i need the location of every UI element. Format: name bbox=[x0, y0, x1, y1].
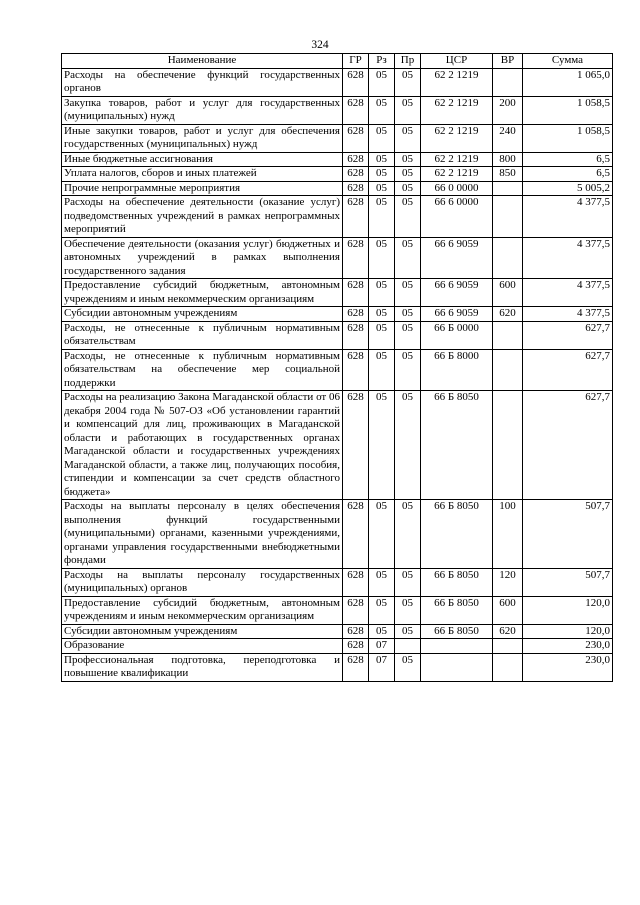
cell-gr: 628 bbox=[343, 279, 369, 307]
cell-name: Субсидии автономным учреждениям bbox=[62, 307, 343, 322]
cell-gr: 628 bbox=[343, 639, 369, 654]
cell-vr bbox=[493, 181, 523, 196]
table-row bbox=[62, 568, 613, 596]
table-row bbox=[62, 167, 613, 182]
cell-vr bbox=[493, 68, 523, 96]
page-number: 324 bbox=[311, 39, 329, 51]
cell-name: Расходы на выплаты персоналу в целях обеспечения выполнения функций государственными (муниципальными) органами, казенными учреждениями, органами управления государственными внебюджетными фондами bbox=[62, 500, 343, 569]
cell-csr: 66 6 9059 bbox=[421, 307, 493, 322]
header-vr: ВР bbox=[493, 54, 523, 69]
cell-rz: 05 bbox=[369, 237, 395, 279]
table-row bbox=[62, 596, 613, 624]
table-row bbox=[62, 500, 613, 569]
cell-csr: 66 Б 0000 bbox=[421, 321, 493, 349]
table-row bbox=[62, 307, 613, 322]
cell-sum: 5 005,2 bbox=[523, 181, 613, 196]
cell-rz: 05 bbox=[369, 321, 395, 349]
cell-name: Расходы, не отнесенные к публичным нормативным обязательствам на обеспечение мер социальной поддержки bbox=[62, 349, 343, 391]
cell-gr: 628 bbox=[343, 196, 369, 238]
cell-gr: 628 bbox=[343, 124, 369, 152]
cell-csr: 66 6 0000 bbox=[421, 196, 493, 238]
cell-vr bbox=[493, 349, 523, 391]
cell-rz: 05 bbox=[369, 181, 395, 196]
cell-sum: 4 377,5 bbox=[523, 196, 613, 238]
cell-vr: 620 bbox=[493, 624, 523, 639]
cell-sum: 230,0 bbox=[523, 639, 613, 654]
table-row bbox=[62, 279, 613, 307]
cell-rz: 05 bbox=[369, 167, 395, 182]
cell-csr: 66 Б 8050 bbox=[421, 391, 493, 500]
cell-pr: 05 bbox=[395, 500, 421, 569]
cell-vr bbox=[493, 639, 523, 654]
cell-rz: 05 bbox=[369, 124, 395, 152]
cell-sum: 230,0 bbox=[523, 653, 613, 681]
cell-vr bbox=[493, 653, 523, 681]
table-row bbox=[62, 124, 613, 152]
cell-name: Закупка товаров, работ и услуг для государственных (муниципальных) нужд bbox=[62, 96, 343, 124]
cell-rz: 05 bbox=[369, 96, 395, 124]
cell-csr bbox=[421, 639, 493, 654]
cell-gr: 628 bbox=[343, 391, 369, 500]
table-row bbox=[62, 653, 613, 681]
cell-csr: 66 Б 8050 bbox=[421, 624, 493, 639]
cell-vr bbox=[493, 237, 523, 279]
table-row bbox=[62, 196, 613, 238]
cell-gr: 628 bbox=[343, 624, 369, 639]
cell-sum: 6,5 bbox=[523, 167, 613, 182]
cell-name: Расходы на выплаты персоналу государственных (муниципальных) органов bbox=[62, 568, 343, 596]
cell-rz: 05 bbox=[369, 500, 395, 569]
cell-rz: 05 bbox=[369, 624, 395, 639]
cell-sum: 4 377,5 bbox=[523, 307, 613, 322]
cell-sum: 627,7 bbox=[523, 391, 613, 500]
cell-name: Расходы на реализацию Закона Магаданской области от 06 декабря 2004 года № 507-ОЗ «Об установлении гарантий и компенсаций для лиц, проживающих в Магаданской области и работающих в государственных органах Магаданской области и государственных учреждениях Магаданской области, а также лиц, получающих пособия, стипендии и компенсации за счет средств областного бюджета» bbox=[62, 391, 343, 500]
cell-gr: 628 bbox=[343, 68, 369, 96]
cell-sum: 120,0 bbox=[523, 624, 613, 639]
cell-gr: 628 bbox=[343, 152, 369, 167]
cell-gr: 628 bbox=[343, 596, 369, 624]
cell-name: Предоставление субсидий бюджетным, автономным учреждениям и иным некоммерческим организациям bbox=[62, 279, 343, 307]
cell-rz: 05 bbox=[369, 568, 395, 596]
cell-name: Субсидии автономным учреждениям bbox=[62, 624, 343, 639]
cell-gr: 628 bbox=[343, 653, 369, 681]
cell-sum: 1 065,0 bbox=[523, 68, 613, 96]
cell-rz: 05 bbox=[369, 152, 395, 167]
cell-pr: 05 bbox=[395, 124, 421, 152]
cell-csr: 66 0 0000 bbox=[421, 181, 493, 196]
cell-rz: 05 bbox=[369, 279, 395, 307]
cell-pr: 05 bbox=[395, 568, 421, 596]
cell-pr: 05 bbox=[395, 596, 421, 624]
cell-csr: 66 Б 8050 bbox=[421, 500, 493, 569]
header-pr: Пр bbox=[395, 54, 421, 69]
cell-rz: 05 bbox=[369, 391, 395, 500]
cell-sum: 4 377,5 bbox=[523, 279, 613, 307]
cell-sum: 507,7 bbox=[523, 500, 613, 569]
cell-pr: 05 bbox=[395, 181, 421, 196]
cell-csr: 62 2 1219 bbox=[421, 152, 493, 167]
table-row bbox=[62, 349, 613, 391]
cell-gr: 628 bbox=[343, 307, 369, 322]
cell-rz: 07 bbox=[369, 653, 395, 681]
cell-rz: 07 bbox=[369, 639, 395, 654]
cell-pr: 05 bbox=[395, 237, 421, 279]
cell-pr: 05 bbox=[395, 321, 421, 349]
cell-name: Прочие непрограммные мероприятия bbox=[62, 181, 343, 196]
cell-pr: 05 bbox=[395, 653, 421, 681]
cell-name: Обеспечение деятельности (оказания услуг) бюджетных и автономных учреждений в рамках выполнения государственного задания bbox=[62, 237, 343, 279]
cell-csr: 66 Б 8000 bbox=[421, 349, 493, 391]
table-row bbox=[62, 639, 613, 654]
table-row bbox=[62, 96, 613, 124]
table-row bbox=[62, 321, 613, 349]
cell-csr: 62 2 1219 bbox=[421, 68, 493, 96]
cell-rz: 05 bbox=[369, 596, 395, 624]
cell-csr: 66 6 9059 bbox=[421, 237, 493, 279]
cell-pr: 05 bbox=[395, 307, 421, 322]
cell-gr: 628 bbox=[343, 568, 369, 596]
cell-vr: 850 bbox=[493, 167, 523, 182]
cell-pr: 05 bbox=[395, 196, 421, 238]
cell-vr: 100 bbox=[493, 500, 523, 569]
cell-name: Предоставление субсидий бюджетным, автономным учреждениям и иным некоммерческим организациям bbox=[62, 596, 343, 624]
cell-vr: 120 bbox=[493, 568, 523, 596]
cell-vr: 600 bbox=[493, 596, 523, 624]
cell-vr: 600 bbox=[493, 279, 523, 307]
cell-vr bbox=[493, 196, 523, 238]
cell-name: Уплата налогов, сборов и иных платежей bbox=[62, 167, 343, 182]
cell-gr: 628 bbox=[343, 349, 369, 391]
cell-pr: 05 bbox=[395, 391, 421, 500]
cell-csr: 62 2 1219 bbox=[421, 96, 493, 124]
header-rz: Рз bbox=[369, 54, 395, 69]
cell-csr: 62 2 1219 bbox=[421, 167, 493, 182]
cell-pr: 05 bbox=[395, 279, 421, 307]
header-csr: ЦСР bbox=[421, 54, 493, 69]
cell-sum: 4 377,5 bbox=[523, 237, 613, 279]
cell-rz: 05 bbox=[369, 307, 395, 322]
cell-pr: 05 bbox=[395, 152, 421, 167]
table-row bbox=[62, 391, 613, 500]
cell-gr: 628 bbox=[343, 167, 369, 182]
cell-rz: 05 bbox=[369, 196, 395, 238]
cell-sum: 6,5 bbox=[523, 152, 613, 167]
cell-csr: 66 6 9059 bbox=[421, 279, 493, 307]
header-sum: Сумма bbox=[523, 54, 613, 69]
cell-gr: 628 bbox=[343, 237, 369, 279]
cell-vr: 620 bbox=[493, 307, 523, 322]
cell-pr: 05 bbox=[395, 68, 421, 96]
table-body bbox=[62, 68, 613, 681]
cell-sum: 627,7 bbox=[523, 321, 613, 349]
header-gr: ГР bbox=[343, 54, 369, 69]
cell-sum: 1 058,5 bbox=[523, 124, 613, 152]
header-name: Наименование bbox=[62, 54, 343, 69]
table-row bbox=[62, 624, 613, 639]
cell-vr bbox=[493, 391, 523, 500]
cell-pr: 05 bbox=[395, 167, 421, 182]
cell-csr: 62 2 1219 bbox=[421, 124, 493, 152]
cell-name: Иные бюджетные ассигнования bbox=[62, 152, 343, 167]
cell-sum: 120,0 bbox=[523, 596, 613, 624]
cell-csr: 66 Б 8050 bbox=[421, 568, 493, 596]
cell-gr: 628 bbox=[343, 321, 369, 349]
cell-csr bbox=[421, 653, 493, 681]
table-row bbox=[62, 181, 613, 196]
cell-sum: 507,7 bbox=[523, 568, 613, 596]
cell-name: Образование bbox=[62, 639, 343, 654]
table-row bbox=[62, 68, 613, 96]
table-header-row bbox=[62, 54, 613, 69]
cell-gr: 628 bbox=[343, 96, 369, 124]
cell-vr: 800 bbox=[493, 152, 523, 167]
cell-vr: 200 bbox=[493, 96, 523, 124]
cell-name: Расходы на обеспечение функций государственных органов bbox=[62, 68, 343, 96]
cell-csr: 66 Б 8050 bbox=[421, 596, 493, 624]
cell-vr: 240 bbox=[493, 124, 523, 152]
cell-sum: 1 058,5 bbox=[523, 96, 613, 124]
cell-pr: 05 bbox=[395, 96, 421, 124]
cell-rz: 05 bbox=[369, 68, 395, 96]
cell-pr bbox=[395, 639, 421, 654]
cell-name: Иные закупки товаров, работ и услуг для обеспечения государственных (муниципальных) нужд bbox=[62, 124, 343, 152]
cell-name: Расходы на обеспечение деятельности (оказание услуг) подведомственных учреждений в рамках непрограммных мероприятий bbox=[62, 196, 343, 238]
cell-vr bbox=[493, 321, 523, 349]
cell-rz: 05 bbox=[369, 349, 395, 391]
budget-table bbox=[61, 53, 613, 682]
cell-name: Расходы, не отнесенные к публичным нормативным обязательствам bbox=[62, 321, 343, 349]
cell-pr: 05 bbox=[395, 624, 421, 639]
cell-gr: 628 bbox=[343, 181, 369, 196]
cell-pr: 05 bbox=[395, 349, 421, 391]
cell-sum: 627,7 bbox=[523, 349, 613, 391]
cell-name: Профессиональная подготовка, переподготовка и повышение квалификации bbox=[62, 653, 343, 681]
cell-gr: 628 bbox=[343, 500, 369, 569]
table-row bbox=[62, 152, 613, 167]
table-row bbox=[62, 237, 613, 279]
